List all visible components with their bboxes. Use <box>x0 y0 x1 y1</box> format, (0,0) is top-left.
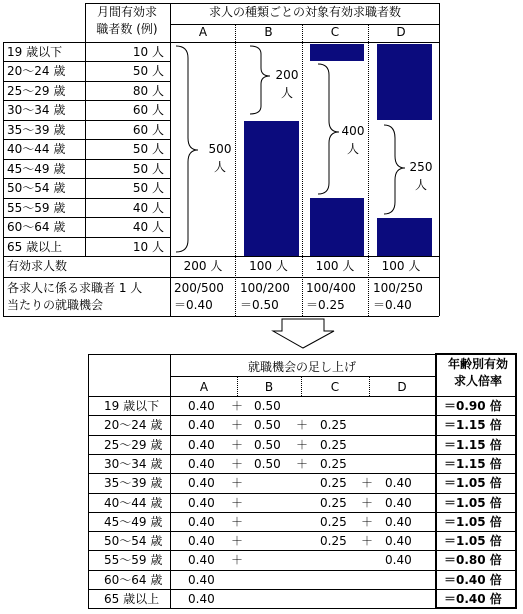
bottom-row-age: 65 歳以上 <box>104 592 160 606</box>
top-row-age: 19 歳以下 <box>7 45 63 59</box>
sum-d: 0.40 <box>385 534 412 549</box>
sum-a: 0.40 <box>188 418 215 433</box>
bottom-row-age: 60～64 歳 <box>104 572 163 587</box>
top-row-count: 60 人 <box>132 122 164 137</box>
opportunity-a: 200/500 ＝0.40 <box>174 281 224 312</box>
bottom-row-divider <box>88 473 435 474</box>
opportunity-d: 100/250 ＝0.40 <box>373 281 423 312</box>
sum-a: 0.40 <box>188 399 215 413</box>
sum-b: 0.50 <box>254 456 281 471</box>
plus-1: ＋ <box>231 437 244 452</box>
plus-3: ＋ <box>361 514 374 529</box>
header-target-seekers: 求人の種類ごとの対象有効求職者数 <box>208 5 401 19</box>
sum-type-b: B <box>264 380 274 394</box>
bracket-label-b: 200 人 <box>275 68 299 100</box>
age-ratio: ＝1.15 倍 <box>444 437 502 452</box>
sum-d: 0.40 <box>385 495 412 510</box>
plus-1: ＋ <box>231 514 244 529</box>
sum-c: 0.25 <box>320 534 347 549</box>
bottom-row-age: 20～24 歳 <box>104 418 163 433</box>
sum-a: 0.40 <box>188 495 215 510</box>
bottom-row-age: 50～54 歳 <box>104 534 163 549</box>
top-row-count: 10 人 <box>132 45 164 59</box>
sum-a: 0.40 <box>188 592 215 606</box>
sum-b: 0.50 <box>254 418 281 433</box>
age-ratio: ＝0.40 倍 <box>444 592 502 606</box>
sum-d: 0.40 <box>385 476 412 491</box>
plus-1: ＋ <box>231 534 244 549</box>
sum-d: 0.40 <box>385 514 412 529</box>
bottom-row-age: 40～44 歳 <box>104 495 163 510</box>
bottom-row-divider <box>88 493 435 494</box>
top-row-count: 50 人 <box>132 181 164 196</box>
top-row-age: 35～39 歳 <box>7 122 66 137</box>
age-ratio: ＝1.05 倍 <box>444 534 502 549</box>
age-ratio: ＝1.15 倍 <box>444 418 502 433</box>
top-row-age: 50～54 歳 <box>7 181 66 196</box>
bottom-row-age: 19 歳以下 <box>104 399 160 413</box>
down-arrow-icon <box>272 318 336 350</box>
top-row-count: 50 人 <box>132 142 164 157</box>
sum-c: 0.25 <box>320 495 347 510</box>
sum-type-d: D <box>397 380 407 394</box>
top-row-age: 55～59 歳 <box>7 200 66 215</box>
sum-c: 0.25 <box>320 437 347 452</box>
bottom-row-divider <box>88 531 435 532</box>
opportunity-label: 各求人に係る求職者 1 人 当たりの就職機会 <box>7 281 143 312</box>
age-ratio: ＝0.90 倍 <box>444 399 502 413</box>
sum-b: 0.50 <box>254 399 281 413</box>
bottom-row-age: 45～49 歳 <box>104 514 163 529</box>
top-row-age: 60～64 歳 <box>7 220 66 235</box>
plus-1: ＋ <box>231 553 244 568</box>
sum-a: 0.40 <box>188 572 215 587</box>
sum-type-c: C <box>330 380 340 394</box>
opportunity-b: 100/200 ＝0.50 <box>240 281 290 312</box>
top-row-count: 50 人 <box>132 64 164 79</box>
header-sum: 就職機会の足し上げ <box>247 360 356 374</box>
sum-d: 0.40 <box>385 553 412 568</box>
plus-2: ＋ <box>296 437 309 452</box>
plus-1: ＋ <box>231 495 244 510</box>
age-ratio: ＝1.05 倍 <box>444 495 502 510</box>
top-row-count: 60 人 <box>132 103 164 118</box>
opportunity-c: 100/400 ＝0.25 <box>306 281 356 312</box>
plus-1: ＋ <box>231 399 244 413</box>
top-row-count: 10 人 <box>132 239 164 254</box>
bottom-row-age: 55～59 歳 <box>104 553 163 568</box>
sum-c: 0.25 <box>320 456 347 471</box>
header-monthly-seekers: 月間有効求 職者数 (例) <box>96 5 158 36</box>
bottom-row-divider <box>88 589 435 590</box>
top-row-count: 80 人 <box>132 83 164 98</box>
type-label-a: A <box>198 25 208 39</box>
age-ratio: ＝0.80 倍 <box>444 553 502 568</box>
top-row-age: 25～29 歳 <box>7 83 66 98</box>
age-ratio: ＝0.40 倍 <box>444 572 502 587</box>
top-row-count: 40 人 <box>132 220 164 235</box>
bracket-label-c: 400 人 <box>341 124 365 156</box>
top-row-age: 45～49 歳 <box>7 161 66 176</box>
bottom-row-age: 25～29 歳 <box>104 437 163 452</box>
plus-1: ＋ <box>231 476 244 491</box>
bottom-row-divider <box>88 454 435 455</box>
sum-a: 0.40 <box>188 534 215 549</box>
openings-label: 有効求人数 <box>7 259 68 273</box>
bottom-row-age: 35～39 歳 <box>104 476 163 491</box>
sum-c: 0.25 <box>320 476 347 491</box>
sum-a: 0.40 <box>188 553 215 568</box>
age-ratio: ＝1.05 倍 <box>444 476 502 491</box>
sum-a: 0.40 <box>188 437 215 452</box>
plus-3: ＋ <box>361 476 374 491</box>
top-row-count: 50 人 <box>132 161 164 176</box>
bottom-row-divider <box>88 570 435 571</box>
header-ratio: 年齢別有効 求人倍率 <box>447 357 508 388</box>
bracket-label-a: 500 人 <box>208 142 232 174</box>
bottom-row-divider <box>88 435 435 436</box>
plus-3: ＋ <box>361 495 374 510</box>
openings-a: 200 人 <box>183 259 223 273</box>
ratio-column-frame <box>435 353 517 609</box>
sum-c: 0.25 <box>320 418 347 433</box>
sum-b: 0.50 <box>254 437 281 452</box>
plus-2: ＋ <box>296 456 309 471</box>
plus-1: ＋ <box>231 456 244 471</box>
bottom-row-divider <box>88 415 435 416</box>
sum-a: 0.40 <box>188 456 215 471</box>
top-row-age: 20～24 歳 <box>7 64 66 79</box>
plus-3: ＋ <box>361 534 374 549</box>
bottom-row-divider <box>88 512 435 513</box>
type-label-c: C <box>330 25 340 39</box>
top-row-age: 65 歳以上 <box>7 239 63 254</box>
sum-c: 0.25 <box>320 514 347 529</box>
openings-c: 100 人 <box>315 259 355 273</box>
sum-a: 0.40 <box>188 476 215 491</box>
sum-type-a: A <box>199 380 209 394</box>
plus-1: ＋ <box>231 418 244 433</box>
type-label-d: D <box>396 25 406 39</box>
top-row-age: 30～34 歳 <box>7 103 66 118</box>
openings-d: 100 人 <box>381 259 421 273</box>
age-ratio: ＝1.15 倍 <box>444 456 502 471</box>
bracket-label-d: 250 人 <box>409 160 433 192</box>
age-ratio: ＝1.05 倍 <box>444 514 502 529</box>
bottom-row-divider <box>88 550 435 551</box>
sum-a: 0.40 <box>188 514 215 529</box>
bottom-row-age: 30～34 歳 <box>104 456 163 471</box>
type-label-b: B <box>264 25 273 39</box>
top-row-age: 40～44 歳 <box>7 142 66 157</box>
openings-b: 100 人 <box>249 259 288 273</box>
plus-2: ＋ <box>296 418 309 433</box>
top-row-count: 40 人 <box>132 200 164 215</box>
